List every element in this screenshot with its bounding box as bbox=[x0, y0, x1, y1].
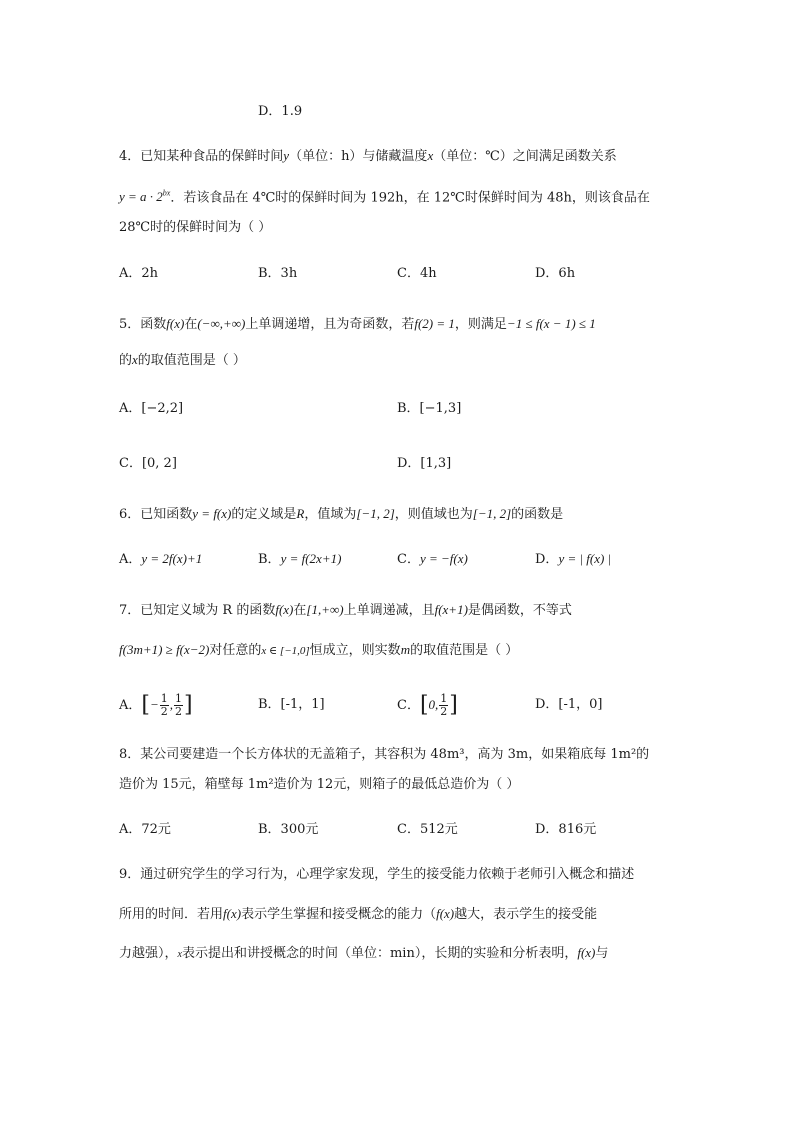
q9-line-2: 所用的时间．若用f(x)表示学生掌握和接受概念的能力（f(x)越大，表示学生的接受能 bbox=[119, 906, 598, 922]
q7-line-2: f(3m+1) ≥ f(x−2)对任意的x ∈ [−1,0]恒成立，则实数m的取值范围是（ ） bbox=[119, 642, 519, 658]
q5-option-b: B．[−1,3] bbox=[397, 401, 462, 416]
q7-option-c: C．[0, $\frac{1}{2}$ ] bbox=[397, 692, 458, 718]
q3-option-d: D．1.9 bbox=[258, 104, 303, 119]
q4-option-b: B．3h bbox=[258, 266, 298, 281]
q6-option-d: D．y = | f(x) | bbox=[535, 551, 612, 567]
q5-line-2: 的x的取值范围是（ ） bbox=[119, 352, 246, 368]
q7-option-a: A．[− $\frac{1}{2}$ , $\frac{1}{2}$ ] bbox=[119, 692, 193, 718]
q8-option-a: A．72元 bbox=[119, 822, 171, 837]
q6-line-1: 6．已知函数y = f(x)的定义域是R，值域为[−1, 2]，则值域也为[−1, 2]的函数是 bbox=[119, 506, 564, 522]
q5-option-a: A．[−2,2] bbox=[119, 401, 184, 416]
q4-line-3: 28℃时的保鲜时间为（ ） bbox=[119, 220, 272, 235]
q7-option-d: D．[-1，0] bbox=[535, 697, 603, 712]
fraction: $\frac{1}{2}$ bbox=[160, 692, 168, 718]
q4-option-a: A．2h bbox=[119, 266, 159, 281]
q9-line-1: 9．通过研究学生的学习行为，心理学家发现，学生的接受能力依赖于老师引入概念和描述 bbox=[119, 867, 635, 882]
q5-option-c: C．[0, 2] bbox=[119, 456, 177, 471]
q8-line-1: 8．某公司要建造一个长方体状的无盖箱子，其容积为 48m³，高为 3m，如果箱底每 1m²的 bbox=[119, 747, 650, 762]
fraction: $\frac{1}{2}$ bbox=[175, 692, 183, 718]
q4-option-d: D．6h bbox=[535, 266, 576, 281]
q7-option-b: B．[-1，1] bbox=[258, 697, 325, 712]
q4-line-2: $y = a \cdot 2^{bx}$．若该食品在 4℃时的保鲜时间为 192h，在 12℃时保鲜时间为 48h，则该食品在 bbox=[119, 189, 650, 206]
q6-option-b: B．y = f(2x+1) bbox=[258, 551, 342, 567]
q8-option-b: B．300元 bbox=[258, 822, 319, 837]
q4-formula: $y = a \cdot 2^{bx}$ bbox=[119, 189, 171, 205]
q6-option-c: C．y = −f(x) bbox=[397, 551, 468, 567]
q5-option-d: D．[1,3] bbox=[397, 456, 452, 471]
q8-line-2: 造价为 15元，箱壁每 1m²造价为 12元，则箱子的最低总造价为（ ） bbox=[119, 777, 520, 792]
fraction: $\frac{1}{2}$ bbox=[440, 692, 448, 718]
q7-line-1: 7．已知定义域为 R 的函数f(x)在[1,+∞)上单调递减，且f(x+1)是偶函数，不等式 bbox=[119, 602, 572, 618]
q8-option-d: D．816元 bbox=[535, 822, 597, 837]
q4-option-c: C．4h bbox=[397, 266, 437, 281]
q8-option-c: C．512元 bbox=[397, 822, 458, 837]
q4-line-1: 4．已知某种食品的保鲜时间y（单位：h）与储藏温度x（单位：℃）之间满足函数关系 bbox=[119, 148, 617, 164]
q5-line-1: 5．函数f(x)在(−∞,+∞)上单调递增，且为奇函数，若f(2) = 1，则满足−1 ≤ f(x − 1) ≤ 1 bbox=[119, 316, 596, 332]
q6-option-a: A．y = 2f(x)+1 bbox=[119, 551, 203, 567]
q9-line-3: 力越强），x表示提出和讲授概念的时间（单位：min），长期的实验和分析表明，f(x)与 bbox=[119, 945, 609, 961]
